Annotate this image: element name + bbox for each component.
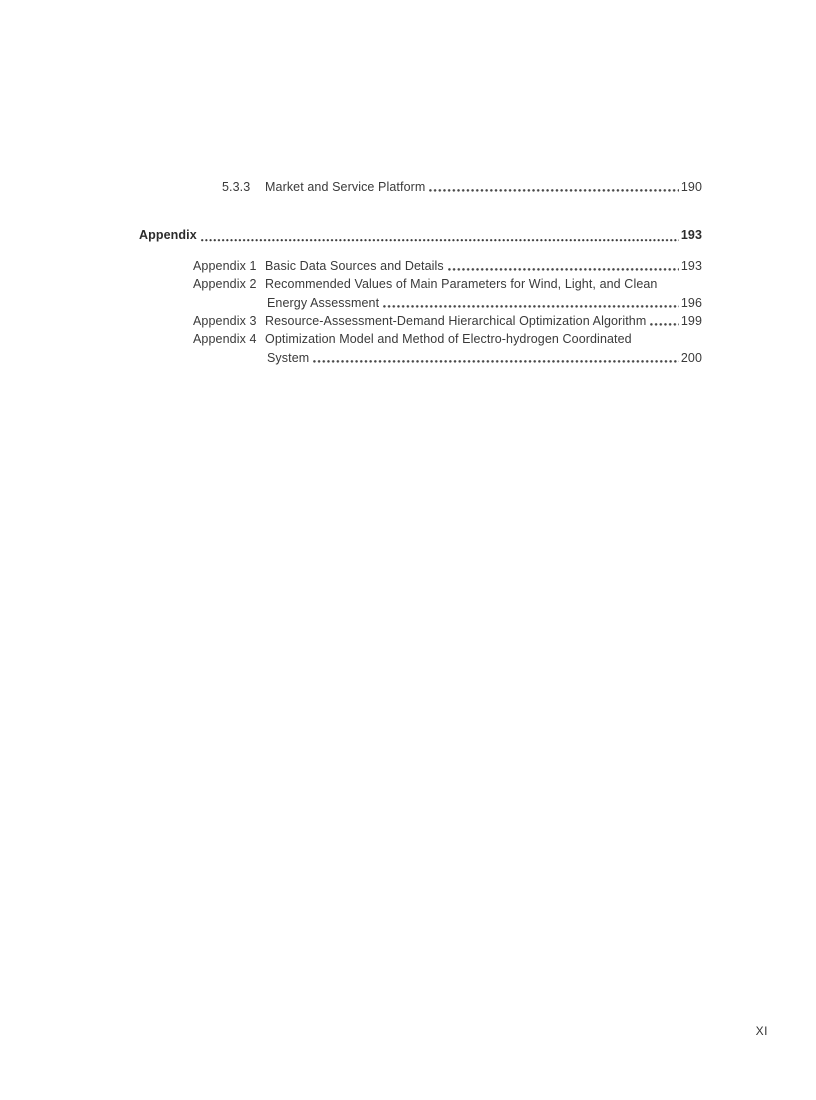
appendix-title: Recommended Values of Main Parameters for Wind, Light, and Clean [265,277,658,292]
toc-entry-appendix-1 [139,257,702,275]
appendix-label: Appendix 2 [193,277,257,292]
footer-page-number: XI [755,1024,768,1038]
leader-dots [429,178,678,196]
appendix-label: Appendix 4 [193,332,257,347]
leader-dots [650,312,679,330]
appendix-title-continued: System [267,350,310,365]
toc-entry-appendix-heading [139,226,702,244]
appendix-label: Appendix 1 [193,258,257,273]
appendix-title: Optimization Model and Method of Electro-hydrogen Coordinated [265,332,632,347]
appendix-heading-title: Appendix [139,228,197,243]
toc-entry-section [139,178,702,196]
toc-entry-appendix-2 [139,275,702,293]
leader-dots [383,294,679,312]
table-of-contents [139,178,702,367]
page-number: 190 [680,180,702,194]
appendix-title: Resource-Assessment-Demand Hierarchical Optimization Algorithm [265,314,647,329]
toc-entry-appendix-3 [139,312,702,330]
leader-dots [448,257,679,275]
toc-entry-appendix-2-continued [139,294,702,312]
leader-dots [313,349,679,367]
appendix-label: Appendix 3 [193,314,257,329]
appendix-title: Basic Data Sources and Details [265,258,444,273]
page-number: 193 [680,228,702,243]
page-number: 199 [680,314,702,329]
toc-entry-appendix-4-continued [139,349,702,367]
section-number: 5.3.3 [222,180,251,194]
leader-dots [201,226,679,244]
appendix-title-continued: Energy Assessment [267,295,380,310]
page-number: 200 [680,350,702,365]
page-number: 196 [680,295,702,310]
toc-entry-appendix-4 [139,330,702,348]
section-title: Market and Service Platform [265,180,426,194]
page-number: 193 [680,258,702,273]
